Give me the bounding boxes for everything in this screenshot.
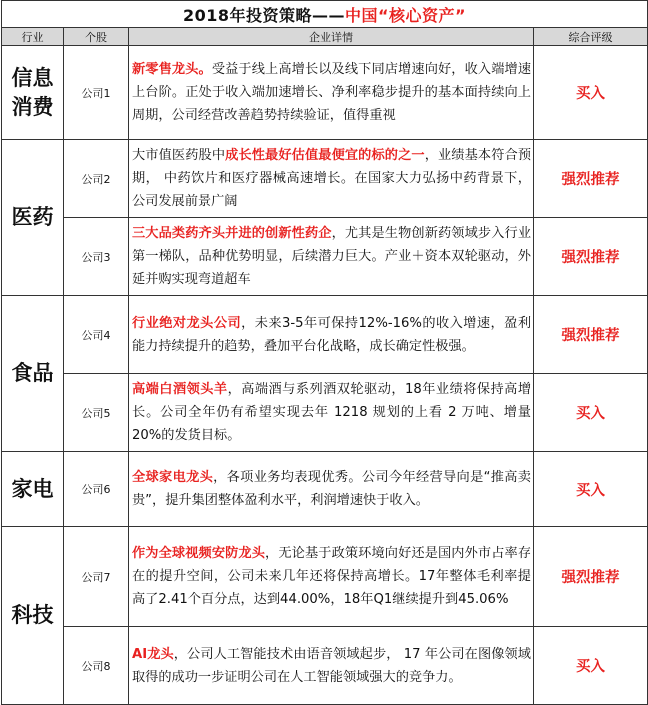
detail-text: 受益于线上高增长以及线下同店增速向好，收入端增速上台阶。正处于收入端加速增长、净利率稳步提升的基本面持续向上周期，公司经营改善趋势持续验证，值得重视 [132, 62, 532, 123]
rating-badge: 买入 [534, 627, 648, 705]
detail-highlight: 行业绝对龙头公司 [132, 315, 242, 331]
company-cell: 公司8 [64, 627, 129, 705]
header-sector: 行业 [2, 28, 64, 46]
table-row [2, 374, 648, 452]
detail-text: ，高端酒与系列酒双轮驱动，18年业绩将保持高增长。公司全年仍有希望实现去年 1218 规划的上看 2 万吨、增量 20%的发货目标。 [132, 382, 532, 443]
table-title [2, 1, 648, 28]
company-cell: 公司3 [64, 218, 129, 296]
table-row [2, 218, 648, 296]
company-cell: 公司2 [64, 140, 129, 218]
rating-badge: 买入 [534, 46, 648, 140]
sector-info-consumption [2, 46, 64, 140]
title-main: 2018年投资策略—— [182, 5, 346, 25]
company-cell: 公司1 [64, 46, 129, 140]
detail-highlight: 作为全球视频安防龙头 [132, 546, 266, 561]
detail-cell [129, 374, 534, 452]
table-row [2, 452, 648, 527]
table-row [2, 627, 648, 705]
table-row [2, 140, 648, 218]
title-row [2, 1, 648, 28]
detail-cell [129, 218, 534, 296]
title-highlight: 中国“核心资产” [345, 5, 467, 25]
sector-food: 食品 [2, 296, 64, 452]
table-row [2, 296, 648, 374]
detail-text: ，各项业务均表现优秀。公司今年经营导向是“推高卖贵”，提升集团整体盈利水平，利润增速快于收入。 [132, 470, 531, 508]
rating-badge: 强烈推荐 [534, 218, 648, 296]
detail-highlight: AI龙头 [132, 646, 174, 662]
table-row [2, 46, 648, 140]
detail-text: ，尤其是生物创新药领域步入行业第一梯队，品种优势明显，后续潜力巨大。产业＋资本双轮驱动，外延并购实现弯道超车 [132, 226, 532, 287]
detail-cell [129, 46, 534, 140]
detail-highlight: 全球家电龙头 [132, 470, 214, 485]
company-cell: 公司6 [64, 452, 129, 527]
detail-text: ，业绩基本符合预期， 中药饮片和医疗器械高速增长。在国家大力弘扬中药背景下，公司发展前景广阔 [132, 148, 532, 209]
detail-cell [129, 296, 534, 374]
rating-badge: 强烈推荐 [534, 296, 648, 374]
header-rating: 综合评级 [534, 28, 648, 46]
detail-highlight: 高端白酒领头羊 [132, 382, 228, 397]
header-company: 个股 [64, 28, 129, 46]
detail-prefix: 大市值医药股中 [132, 148, 226, 163]
detail-cell [129, 452, 534, 527]
rating-badge: 买入 [534, 452, 648, 527]
rating-badge: 强烈推荐 [534, 140, 648, 218]
detail-cell [129, 140, 534, 218]
company-cell: 公司5 [64, 374, 129, 452]
detail-highlight: 三大品类药齐头并进的创新性药企 [132, 226, 332, 241]
detail-highlight: 成长性最好估值最便宜的标的之一 [225, 148, 425, 163]
rating-badge: 强烈推荐 [534, 527, 648, 627]
rating-badge: 买入 [534, 374, 648, 452]
sector-label: 信息消费 [11, 65, 54, 119]
company-cell: 公司7 [64, 527, 129, 627]
strategy-table [1, 0, 648, 705]
sector-tech: 科技 [2, 527, 64, 705]
table-row [2, 527, 648, 627]
sector-appliance: 家电 [2, 452, 64, 527]
company-cell: 公司4 [64, 296, 129, 374]
header-row [2, 28, 648, 46]
detail-text: ，无论基于政策环境向好还是国内外市占率存在的提升空间，公司未来几年还将保持高增长。17年整体毛利率提高了2.41个百分点，达到44.00%，18年Q1继续提升到45.06% [132, 546, 532, 607]
detail-cell [129, 627, 534, 705]
detail-cell [129, 527, 534, 627]
detail-text: ，公司人工智能技术由语音领域起步， 17 年公司在图像领域取得的成功一步证明公司在人工智能领域强大的竞争力。 [132, 646, 531, 685]
detail-highlight: 新零售龙头。 [132, 62, 212, 77]
sector-pharma: 医药 [2, 140, 64, 296]
detail-text: ，未来3-5年可保持12%-16%的收入增速，盈利能力持续提升的趋势，叠加平台化战略，成长确定性极强。 [132, 315, 532, 354]
header-detail: 企业详情 [129, 28, 534, 46]
